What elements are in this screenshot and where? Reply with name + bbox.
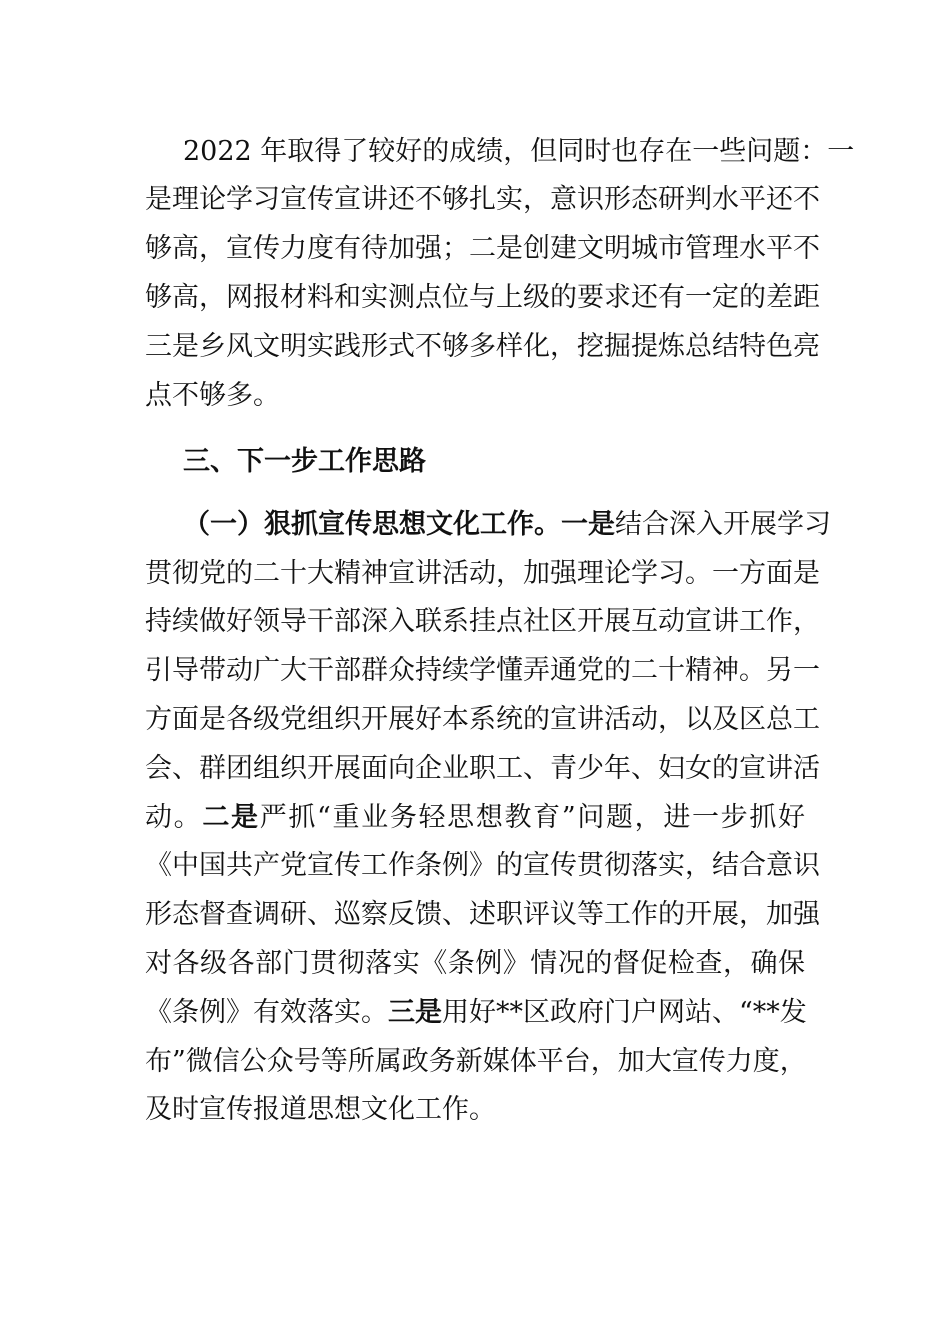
paragraph-2-line-7-text-a: 动。 xyxy=(145,802,203,833)
paragraph-2-line-6: 会、群团组织开展面向企业职工、青少年、妇女的宣讲活 xyxy=(145,753,820,784)
paragraph-2-line-4: 引导带动广大干部群众持续学懂弄通党的二十精神。另一 xyxy=(145,655,820,686)
paragraph-1-line-6: 点不够多。 xyxy=(145,380,280,411)
paragraph-2-line-1-text: 结合深入开展学习 xyxy=(615,509,831,540)
paragraph-1-line-1: 2022 年取得了较好的成绩，但同时也存在一些问题：一 xyxy=(183,136,855,167)
paragraph-2-line-11 xyxy=(145,993,805,1033)
paragraph-2-line-11-text-a: 《条例》有效落实。 xyxy=(145,997,388,1028)
paragraph-2-line-8: 《中国共产党宣传工作条例》的宣传贯彻落实，结合意识 xyxy=(145,850,820,881)
point-two-label: 二是 xyxy=(202,802,260,833)
paragraph-2-line-2: 贯彻党的二十大精神宣讲活动，加强理论学习。一方面是 xyxy=(145,558,820,589)
paragraph-2-line-3: 持续做好领导干部深入联系挂点社区开展互动宣讲工作， xyxy=(145,606,820,637)
paragraph-2-line-5: 方面是各级党组织开展好本系统的宣讲活动，以及区总工 xyxy=(145,704,820,735)
paragraph-2-line-9: 形态督查调研、巡察反馈、述职评议等工作的开展，加强 xyxy=(145,899,820,930)
paragraph-1-line-2: 是理论学习宣传宣讲还不够扎实，意识形态研判水平还不 xyxy=(145,184,820,215)
paragraph-1-line-3: 够高，宣传力度有待加强；二是创建文明城市管理水平不 xyxy=(145,233,820,264)
point-three-label: 三是 xyxy=(388,997,442,1028)
paragraph-2-line-12: 布”微信公众号等所属政务新媒体平台，加大宣传力度， xyxy=(145,1046,807,1077)
paragraph-1-line-4: 够高，网报材料和实测点位与上级的要求还有一定的差距 xyxy=(145,282,820,313)
paragraph-2-line-13: 及时宣传报道思想文化工作。 xyxy=(145,1094,496,1125)
paragraph-2-line-7-text-b: 严抓“重业务轻思想教育”问题，进一步抓好 xyxy=(259,802,806,833)
paragraph-2-line-11-text-b: 用好**区政府门户网站、“**发 xyxy=(442,997,807,1028)
point-one-label: 一是 xyxy=(561,509,615,540)
paragraph-1-line-5: 三是乡风文明实践形式不够多样化，挖掘提炼总结特色亮 xyxy=(145,331,820,362)
paragraph-2-line-7 xyxy=(145,798,805,838)
subsection-title: （一）狠抓宣传思想文化工作。 xyxy=(183,509,561,540)
paragraph-2-line-10: 对各级各部门贯彻落实《条例》情况的督促检查，确保 xyxy=(145,948,805,979)
section-heading: 三、下一步工作思路 xyxy=(183,446,426,477)
paragraph-2-line-1 xyxy=(183,505,831,545)
